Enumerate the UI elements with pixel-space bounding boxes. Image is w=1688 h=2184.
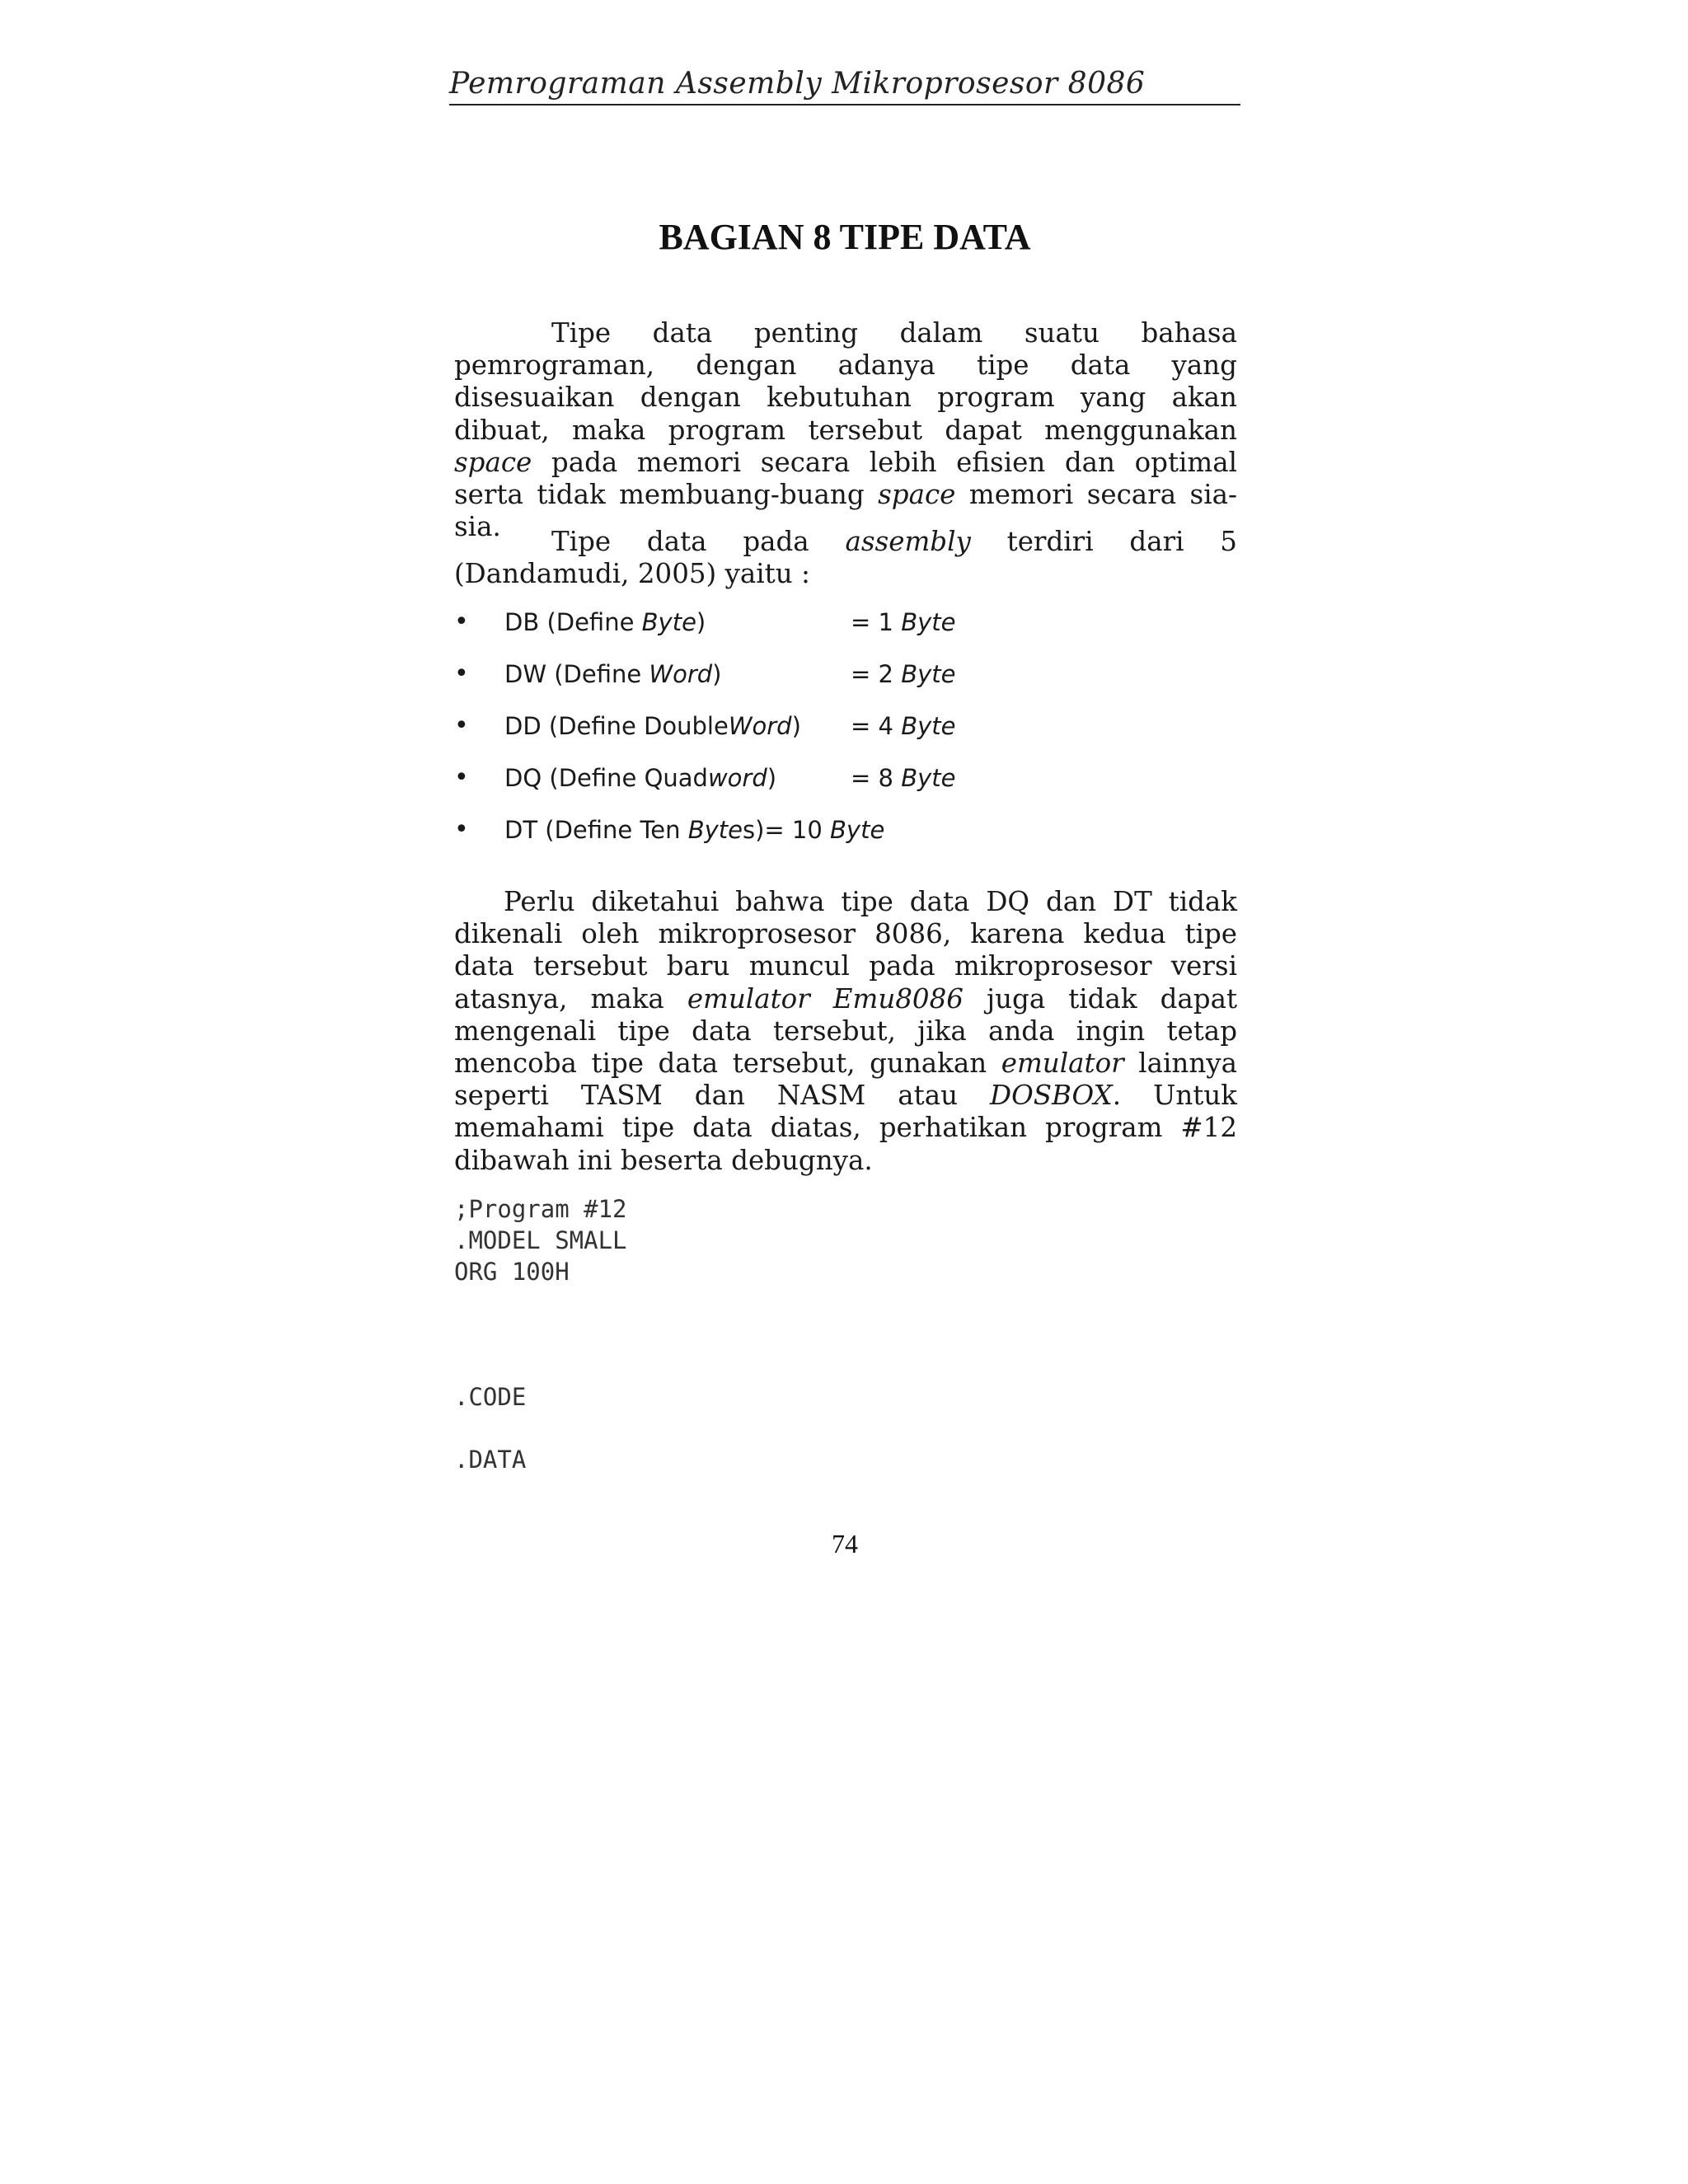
bullet-icon: • — [454, 763, 469, 792]
text-span: ) — [696, 608, 706, 636]
text-span: pada memori secara lebih efisien dan optimal serta tidak membuang-buang — [454, 446, 1237, 511]
text-span: lainnya seperti TASM dan NASM atau — [454, 1047, 1237, 1112]
type-definition — [504, 812, 884, 848]
type-size — [851, 708, 955, 744]
type-definition — [504, 656, 722, 692]
bullet-icon: • — [454, 607, 469, 636]
text-span: = 2 — [851, 660, 902, 688]
page-number: 74 — [832, 1529, 858, 1558]
italic-term: Byte — [901, 660, 956, 688]
code-line: ;Program #12 — [454, 1195, 627, 1223]
italic-term: word — [707, 764, 767, 792]
list-item — [454, 812, 1237, 864]
italic-term: Byte — [830, 816, 885, 844]
text-span: juga tidak dapat mengenali tipe data tersebut, jika anda ingin tetap mencoba tipe data tersebut, gunakan — [454, 982, 1238, 1080]
text-span: = 1 — [851, 608, 902, 636]
italic-term: space — [878, 479, 956, 511]
running-header: Pemrograman Assembly Mikroprosesor 8086 — [449, 67, 1146, 101]
italic-term: DOSBOX — [990, 1080, 1113, 1112]
text-span: DQ (Define Quad — [504, 764, 708, 792]
text-span: DD (Define Double — [504, 712, 729, 740]
italic-term: Byte — [901, 712, 956, 740]
bullet-icon: • — [454, 815, 469, 844]
bullet-icon: • — [454, 711, 469, 740]
code-line: .CODE — [454, 1383, 527, 1411]
text-span: ) — [791, 712, 801, 740]
type-size — [851, 760, 955, 796]
type-definition — [504, 708, 801, 744]
list-item — [454, 760, 1237, 812]
bullet-icon: • — [454, 659, 469, 688]
intro-paragraph — [454, 317, 1237, 543]
code-line: .DATA — [454, 1446, 527, 1474]
type-definition — [504, 760, 776, 796]
italic-term: emulator — [1001, 1047, 1124, 1080]
text-span: DB (Define — [504, 608, 642, 636]
text-span: s)= 10 — [742, 816, 831, 844]
code-line: ORG 100H — [454, 1258, 570, 1286]
italic-term: emulator Emu8086 — [687, 982, 964, 1015]
code-line: .MODEL SMALL — [454, 1226, 627, 1254]
explanation-paragraph — [454, 886, 1237, 1177]
text-span: DW (Define — [504, 660, 649, 688]
code-block — [454, 1193, 627, 1287]
type-definition — [504, 604, 706, 640]
list-item — [454, 656, 1237, 708]
type-size — [851, 604, 955, 640]
text-span: DT (Define Ten — [504, 816, 688, 844]
italic-term: Word — [728, 712, 792, 740]
text-span: Perlu diketahui bahwa tipe data DQ dan DT tidak dikenali oleh mikroprosesor 8086, karena kedua tipe data tersebut baru muncul pada mikroprosesor versi atasnya, maka — [454, 886, 1237, 1015]
text-span: Tipe data penting dalam suatu bahasa pemrograman, dengan adanya tipe data yang disesuaikan dengan kebutuhan program yang akan dibuat, maka program tersebut dapat menggunakan — [454, 317, 1237, 446]
italic-term: Byte — [901, 764, 956, 792]
text-span: ) — [712, 660, 722, 688]
list-item — [454, 604, 1237, 656]
list-item — [454, 708, 1237, 760]
italic-term: Byte — [641, 608, 696, 636]
italic-term: Byte — [687, 816, 743, 844]
chapter-title: BAGIAN 8 TIPE DATA — [659, 217, 1031, 257]
italic-term: Word — [649, 660, 713, 688]
italic-term: space — [454, 446, 532, 478]
text-span: ) — [767, 764, 777, 792]
data-type-list — [454, 604, 1237, 864]
type-size — [851, 656, 955, 692]
text-span: terdiri dari 5 (Dandamudi, 2005) yaitu : — [454, 526, 1237, 590]
text-span: memori secara sia-sia. — [454, 479, 1237, 543]
text-span: . Untuk memahami tipe data diatas, perhatikan program #12 dibawah ini beserta debugnya. — [454, 1080, 1237, 1176]
header-rule — [449, 104, 1240, 105]
text-span: = 8 — [851, 764, 902, 792]
text-span: = 4 — [851, 712, 902, 740]
text-span: Tipe data pada — [551, 526, 846, 557]
italic-term: Byte — [901, 608, 956, 636]
italic-term: assembly — [845, 526, 971, 557]
types-intro-paragraph — [454, 526, 1237, 590]
